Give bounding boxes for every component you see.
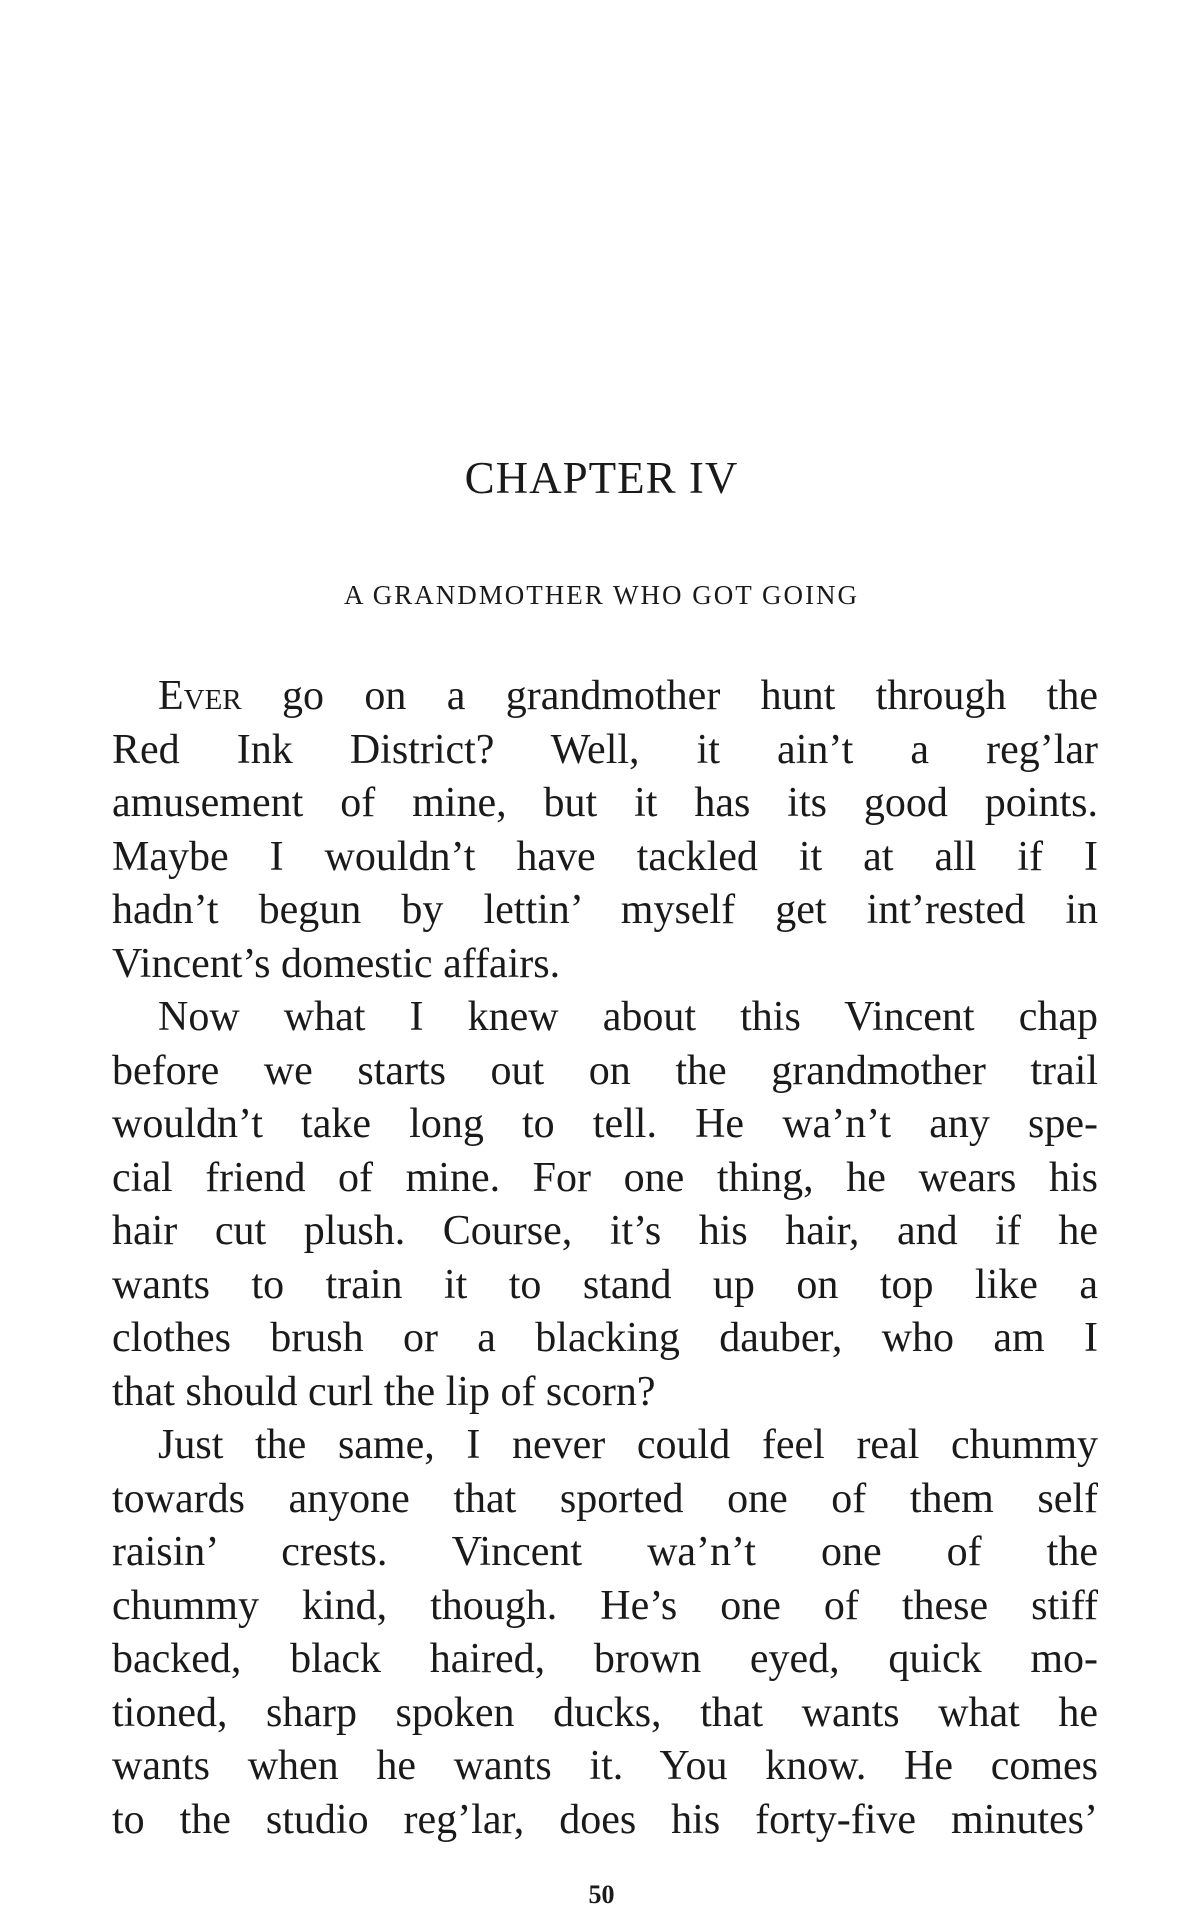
text-line: wouldn’t take long to tell. He wa’n’t any spe- (112, 1101, 1098, 1147)
chapter-title: A GRANDMOTHER WHO GOT GOING (344, 580, 859, 610)
text-line: cial friend of mine. For one thing, he wears his (112, 1154, 1098, 1201)
text-line: before we starts out on the grandmother trail (112, 1047, 1098, 1094)
text-line: Now what I knew about this Vincent chap (158, 994, 1098, 1040)
text-line: amusement of mine, but it has its good points. (112, 780, 1098, 826)
text-line: hadn’t begun by lettin’ myself get int’rested in (112, 887, 1098, 933)
text-line: that should curl the lip of scorn? (112, 1368, 656, 1415)
text-line: chummy kind, though. He’s one of these stiff (112, 1582, 1098, 1629)
lead-word: Ever (158, 673, 242, 719)
text-line: clothes brush or a blacking dauber, who am I (112, 1315, 1098, 1361)
text-line: Just the same, I never could feel real chummy (158, 1422, 1098, 1468)
text-line: Red Ink District? Well, it ain’t a reg’lar (112, 726, 1098, 773)
text-line: tioned, sharp spoken ducks, that wants what he (112, 1689, 1098, 1736)
text-line: Maybe I wouldn’t have tackled it at all if I (112, 833, 1098, 880)
text-line (112, 670, 1098, 724)
text-line: backed, black haired, brown eyed, quick mo- (112, 1636, 1098, 1682)
text-line: towards anyone that sported one of them self (112, 1475, 1098, 1522)
text-line: Vincent’s domestic affairs. (112, 940, 561, 987)
body-text (112, 670, 1098, 1847)
text-line: to the studio reg’lar, does his forty-five minutes’ (112, 1796, 1098, 1843)
chapter-heading: CHAPTER IV (464, 453, 739, 503)
text-line: raisin’ crests. Vincent wa’n’t one of the (112, 1529, 1098, 1575)
text-line: hair cut plush. Course, it’s his hair, and if he (112, 1208, 1098, 1254)
text-line: wants to train it to stand up on top like a (112, 1261, 1098, 1308)
text-line-content: go on a grandmother hunt through the (241, 673, 1098, 719)
page-number: 50 (588, 1880, 615, 1909)
text-line: wants when he wants it. You know. He comes (112, 1743, 1098, 1789)
